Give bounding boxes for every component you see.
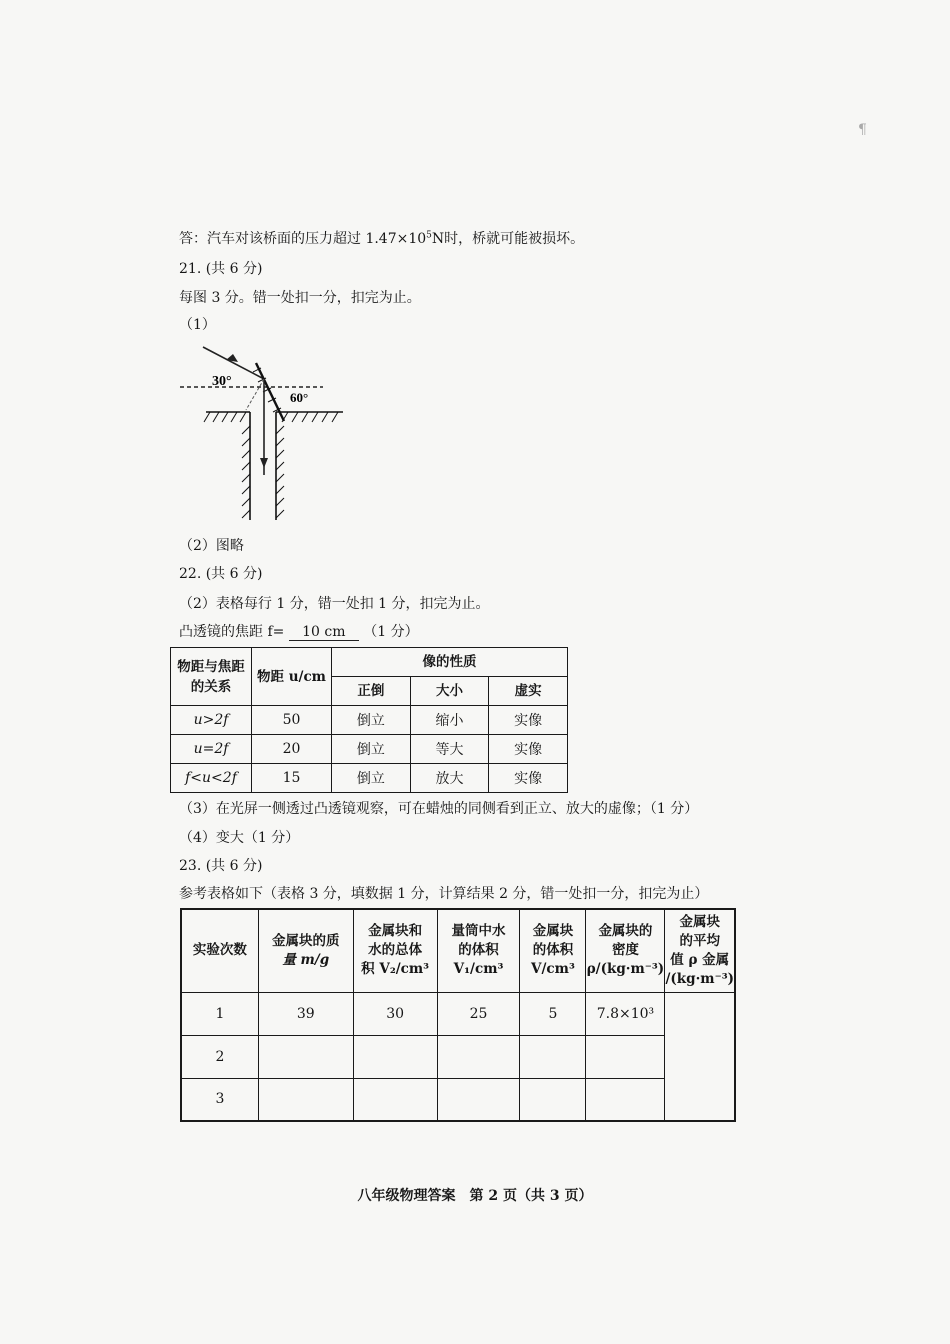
wall-hatching	[204, 412, 338, 518]
header-rho: 金属块的 密度 ρ/(kg·m⁻³)	[586, 909, 665, 992]
scan-mark: ¶	[858, 122, 867, 138]
header-trial: 实验次数	[181, 909, 258, 992]
focal-points: （1 分）	[363, 624, 419, 640]
sub-orient-header: 正倒	[332, 677, 411, 706]
page-footer: 八年级物理答案 第 2 页（共 3 页）	[357, 1188, 593, 1204]
focal-value: 10 cm	[289, 624, 359, 641]
focal-length-line	[179, 621, 419, 641]
reflected-arrow	[260, 458, 268, 468]
q21-rule: 每图 3 分。错一处扣一分，扣完为止。	[179, 290, 421, 306]
col-distance-header: 物距 u/cm	[252, 648, 332, 706]
table-row: 1 39 30 25 5 7.8×10³	[181, 992, 735, 1035]
table-row: f<u<2f 15 倒立 放大 实像	[171, 764, 568, 793]
header-avg: 金属块 的平均 值 ρ 金属 /(kg·m⁻³)	[665, 909, 735, 992]
focal-label: 凸透镜的焦距 f=	[179, 624, 285, 640]
table-row: 2	[181, 1035, 735, 1078]
header-v: 金属块 的体积 V/cm³	[520, 909, 586, 992]
sub-size-header: 大小	[410, 677, 489, 706]
q23-title: 23. (共 6 分)	[179, 858, 263, 874]
table-row: u>2f 50 倒立 缩小 实像	[171, 706, 568, 735]
reflection-diagram	[178, 340, 348, 525]
q21-title: 21. (共 6 分)	[179, 261, 263, 277]
col-nature-header: 像的性质	[332, 648, 568, 677]
table-row: u=2f 20 倒立 等大 实像	[171, 735, 568, 764]
q23-rule: 参考表格如下（表格 3 分，填数据 1 分，计算结果 2 分，错一处扣一分，扣完为止）	[179, 886, 709, 902]
q22-rule: （2）表格每行 1 分，错一处扣 1 分，扣完为止。	[179, 596, 490, 612]
lens-table	[170, 647, 568, 793]
q22-part3: （3）在光屏一侧透过凸透镜观察，可在蜡烛的同侧看到正立、放大的虚像；（1 分）	[179, 801, 699, 817]
table-row: 3	[181, 1078, 735, 1121]
angle-60-label: 60°	[290, 390, 309, 405]
col-relation-header: 物距与焦距的关系	[171, 648, 252, 706]
header-v2: 金属块和 水的总体 积 V₂/cm³	[353, 909, 437, 992]
q22-part4: （4）变大（1 分）	[179, 830, 300, 846]
angle-30-label: 30°	[212, 374, 232, 389]
density-table	[180, 908, 736, 1122]
q21-part2: （2）图略	[179, 538, 244, 554]
answer-20-conclusion: 答：汽车对该桥面的压力超过 $1.47\times 10^5N$时，桥就可能被损坏。	[179, 230, 585, 247]
header-v1: 量筒中水 的体积 V₁/cm³	[437, 909, 520, 992]
normal-line	[246, 379, 264, 410]
avg-value-cell	[665, 992, 735, 1121]
q21-part1-label: （1）	[179, 317, 216, 333]
header-mass: 金属块的质 量 m/g	[258, 909, 353, 992]
sub-type-header: 虚实	[489, 677, 568, 706]
q22-title: 22. (共 6 分)	[179, 566, 263, 582]
